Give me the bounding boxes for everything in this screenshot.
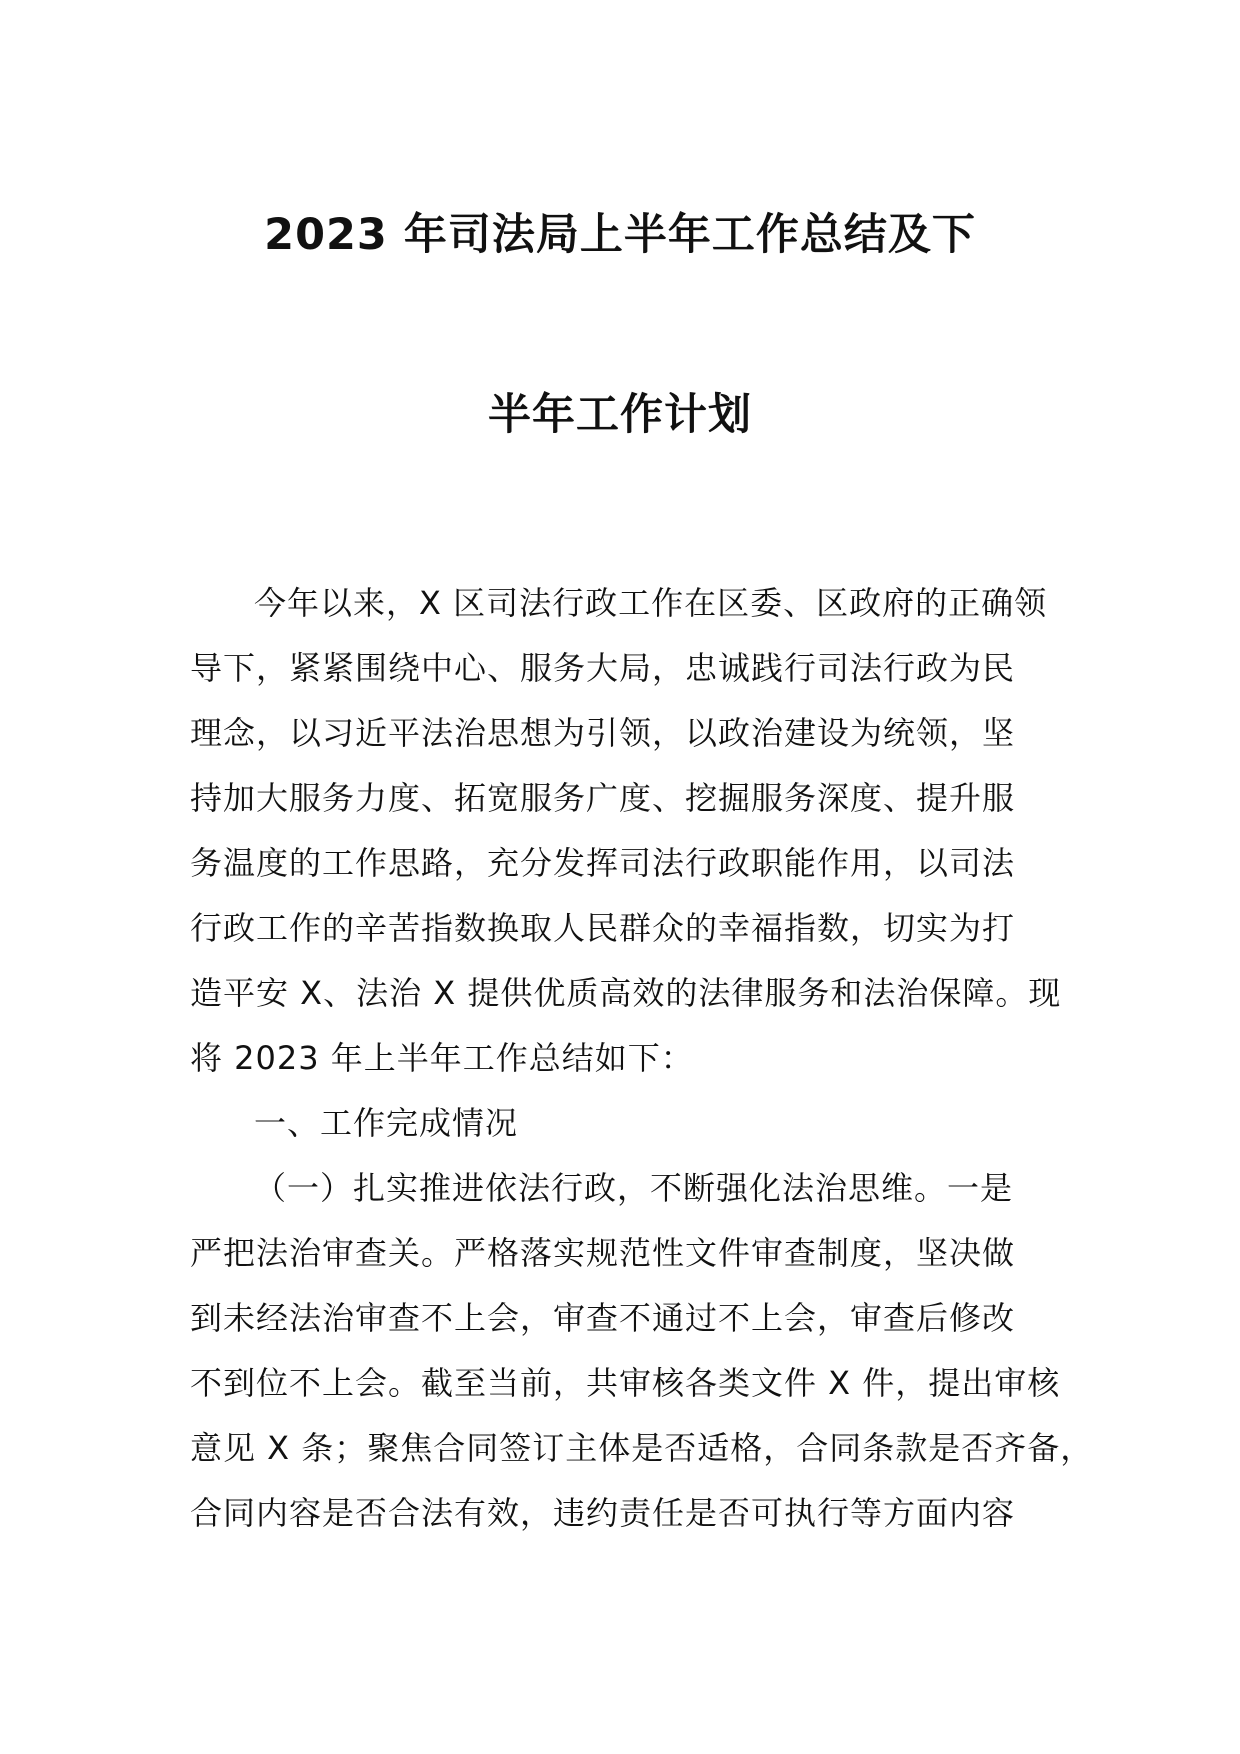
paragraph-line: 合同内容是否合法有效，违约责任是否可执行等方面内容 — [190, 1494, 1016, 1532]
section-heading: 一、工作完成情况 — [254, 1104, 519, 1142]
paragraph-line: 行政工作的辛苦指数换取人民群众的幸福指数，切实为打 — [190, 909, 1016, 947]
paragraph-line: 将 2023 年上半年工作总结如下： — [190, 1039, 694, 1077]
paragraph-line: 今年以来，X 区司法行政工作在区委、区政府的正确领 — [254, 584, 1048, 622]
paragraph-line: 意见 X 条；聚焦合同签订主体是否适格，合同条款是否齐备， — [190, 1429, 1094, 1467]
paragraph-line: 严把法治审查关。严格落实规范性文件审查制度，坚决做 — [190, 1234, 1016, 1272]
document-title-line-2: 半年工作计划 — [488, 390, 752, 440]
paragraph-line: 造平安 X、法治 X 提供优质高效的法律服务和法治保障。现 — [190, 974, 1062, 1012]
paragraph-line: （一）扎实推进依法行政，不断强化法治思维。一是 — [254, 1169, 1014, 1207]
paragraph-line: 务温度的工作思路，充分发挥司法行政职能作用，以司法 — [190, 844, 1016, 882]
paragraph-line: 不到位不上会。截至当前，共审核各类文件 X 件，提出审核 — [190, 1364, 1061, 1402]
paragraph-line: 到未经法治审查不上会，审查不通过不上会，审查后修改 — [190, 1299, 1016, 1337]
paragraph-line: 理念，以习近平法治思想为引领，以政治建设为统领，坚 — [190, 714, 1016, 752]
document-title-line-1: 2023 年司法局上半年工作总结及下 — [264, 210, 976, 260]
paragraph-line: 持加大服务力度、拓宽服务广度、挖掘服务深度、提升服 — [190, 779, 1016, 817]
paragraph-line: 导下，紧紧围绕中心、服务大局，忠诚践行司法行政为民 — [190, 649, 1016, 687]
